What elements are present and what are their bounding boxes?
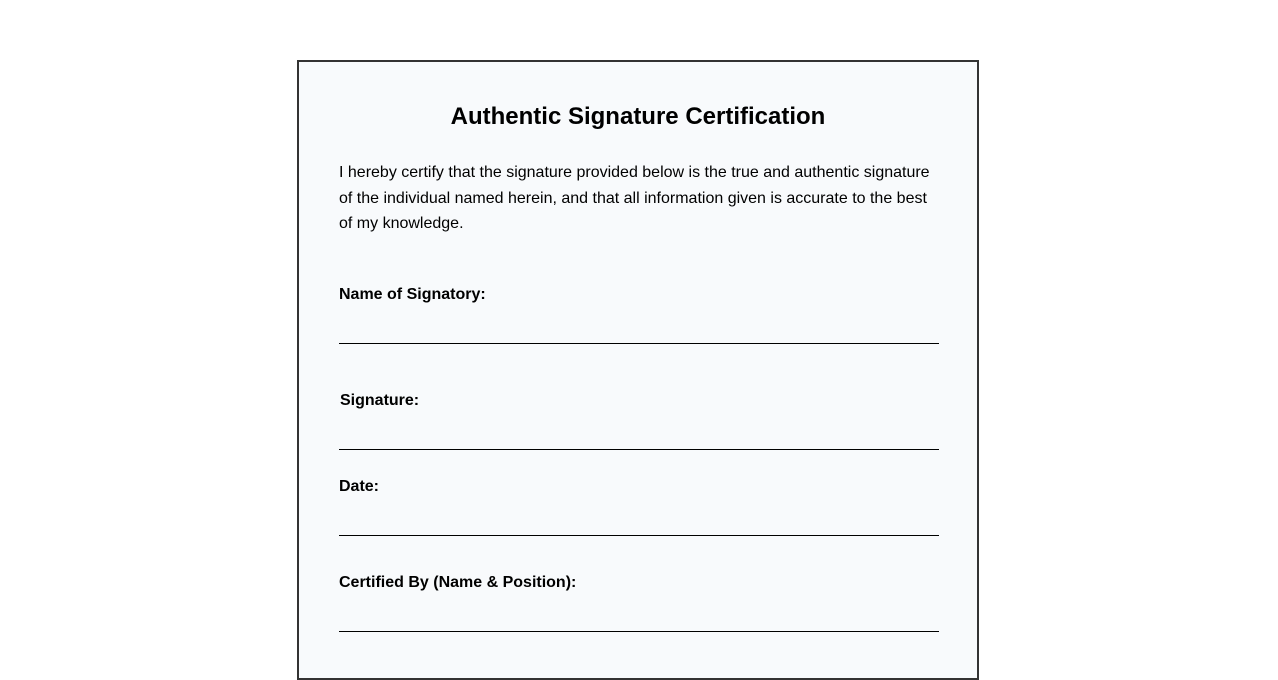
signatory-name-line[interactable] bbox=[339, 343, 939, 344]
signature-line[interactable] bbox=[339, 449, 939, 450]
certificate-page bbox=[297, 60, 979, 680]
certified-by-label: Certified By (Name & Position): bbox=[339, 574, 577, 591]
signatory-name-label: Name of Signatory: bbox=[339, 286, 486, 303]
signatory-name-field[interactable] bbox=[339, 285, 939, 345]
date-line[interactable] bbox=[339, 535, 939, 536]
signature-label: Signature: bbox=[340, 392, 420, 409]
date-label: Date: bbox=[339, 478, 380, 495]
document-title: Authentic Signature Certification bbox=[450, 103, 826, 130]
date-field[interactable] bbox=[339, 477, 939, 537]
certification-statement: I hereby certify that the signature provided below is the true and authentic signature of the individual named herein, and that all information given is accurate to the best of my knowledge. bbox=[339, 164, 930, 232]
certified-by-field[interactable] bbox=[339, 573, 939, 633]
signature-field[interactable] bbox=[339, 391, 939, 451]
certified-by-line[interactable] bbox=[339, 631, 939, 632]
